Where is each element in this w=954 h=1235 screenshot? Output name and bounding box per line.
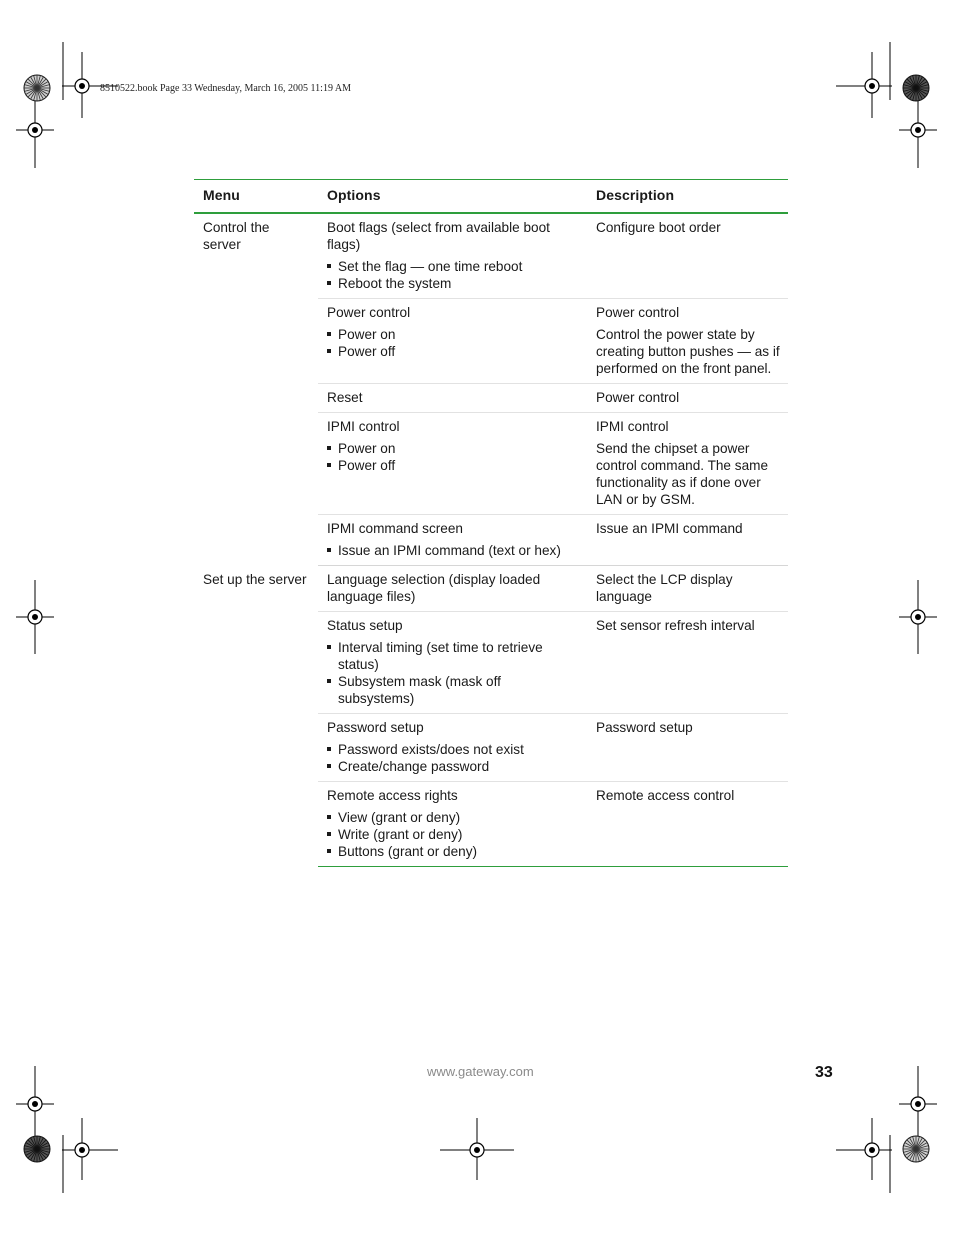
- option-bullet-list: [327, 258, 579, 292]
- table-row: [194, 213, 788, 299]
- option-title: Language selection (display loaded language files): [327, 572, 541, 604]
- description-title: Power control: [596, 390, 680, 405]
- option-bullet-list: [327, 326, 579, 360]
- description-cell: [587, 515, 788, 566]
- option-title: Power control: [327, 305, 411, 320]
- column-header-menu: Menu: [194, 180, 318, 214]
- description-cell: [587, 566, 788, 612]
- option-bullet: Set the flag — one time reboot: [327, 258, 579, 275]
- option-title: Status setup: [327, 618, 403, 633]
- option-title: Remote access rights: [327, 788, 458, 803]
- option-title: IPMI control: [327, 419, 400, 434]
- option-bullet: Password exists/does not exist: [327, 741, 579, 758]
- menu-cell: Set up the server: [203, 571, 307, 587]
- table-row: [194, 566, 788, 612]
- options-cell: [318, 413, 587, 515]
- option-bullet-list: [327, 809, 579, 860]
- description-title: Configure boot order: [596, 220, 721, 235]
- option-bullet: Power on: [327, 326, 579, 343]
- option-bullet: Interval timing (set time to retrieve status): [327, 639, 579, 673]
- option-title: Boot flags (select from available boot flags): [327, 220, 550, 252]
- footer-url: www.gateway.com: [427, 1064, 534, 1079]
- options-cell: [318, 515, 587, 566]
- options-cell: [318, 213, 587, 299]
- description-cell: [587, 612, 788, 714]
- description-cell: [587, 782, 788, 867]
- description-cell: [587, 299, 788, 384]
- description-cell: [587, 714, 788, 782]
- description-detail: Send the chipset a power control command. The same functionality as if done over LAN or by GSM.: [596, 441, 769, 507]
- options-cell: [318, 612, 587, 714]
- table-body: [194, 213, 788, 867]
- table-header-row: [194, 180, 788, 214]
- description-title: Password setup: [596, 720, 693, 735]
- option-bullet-list: [327, 741, 579, 775]
- options-cell: [318, 782, 587, 867]
- option-bullet: Subsystem mask (mask off subsystems): [327, 673, 579, 707]
- column-header-description: Description: [587, 180, 788, 214]
- description-title: Set sensor refresh interval: [596, 618, 755, 633]
- option-title: Reset: [327, 390, 363, 405]
- options-cell: [318, 566, 587, 612]
- description-title: Select the LCP display language: [596, 572, 733, 604]
- description-title: Remote access control: [596, 788, 735, 803]
- options-cell: [318, 714, 587, 782]
- options-cell: [318, 299, 587, 384]
- description-title: Issue an IPMI command: [596, 521, 743, 536]
- column-header-options: Options: [318, 180, 587, 214]
- option-bullet: Power off: [327, 343, 579, 360]
- option-title: Password setup: [327, 720, 424, 735]
- description-detail: Control the power state by creating button pushes — as if performed on the front panel.: [596, 327, 780, 376]
- options-cell: [318, 384, 587, 413]
- option-bullet: Create/change password: [327, 758, 579, 775]
- print-header: 8510522.book Page 33 Wednesday, March 16, 2005 11:19 AM: [100, 83, 352, 94]
- description-title: Power control: [596, 305, 680, 320]
- option-bullet-list: [327, 542, 579, 559]
- option-bullet-list: [327, 440, 579, 474]
- option-bullet: Write (grant or deny): [327, 826, 579, 843]
- options-table: [194, 179, 788, 867]
- option-bullet: Buttons (grant or deny): [327, 843, 579, 860]
- option-bullet: View (grant or deny): [327, 809, 579, 826]
- description-cell: [587, 413, 788, 515]
- option-bullet: Issue an IPMI command (text or hex): [327, 542, 579, 559]
- page-number: 33: [815, 1064, 833, 1081]
- option-title: IPMI command screen: [327, 521, 463, 536]
- option-bullet: Power off: [327, 457, 579, 474]
- option-bullet: Power on: [327, 440, 579, 457]
- option-bullet-list: [327, 639, 579, 707]
- description-cell: [587, 213, 788, 299]
- description-cell: [587, 384, 788, 413]
- description-title: IPMI control: [596, 419, 669, 434]
- menu-cell: Control the server: [203, 220, 270, 252]
- option-bullet: Reboot the system: [327, 275, 579, 292]
